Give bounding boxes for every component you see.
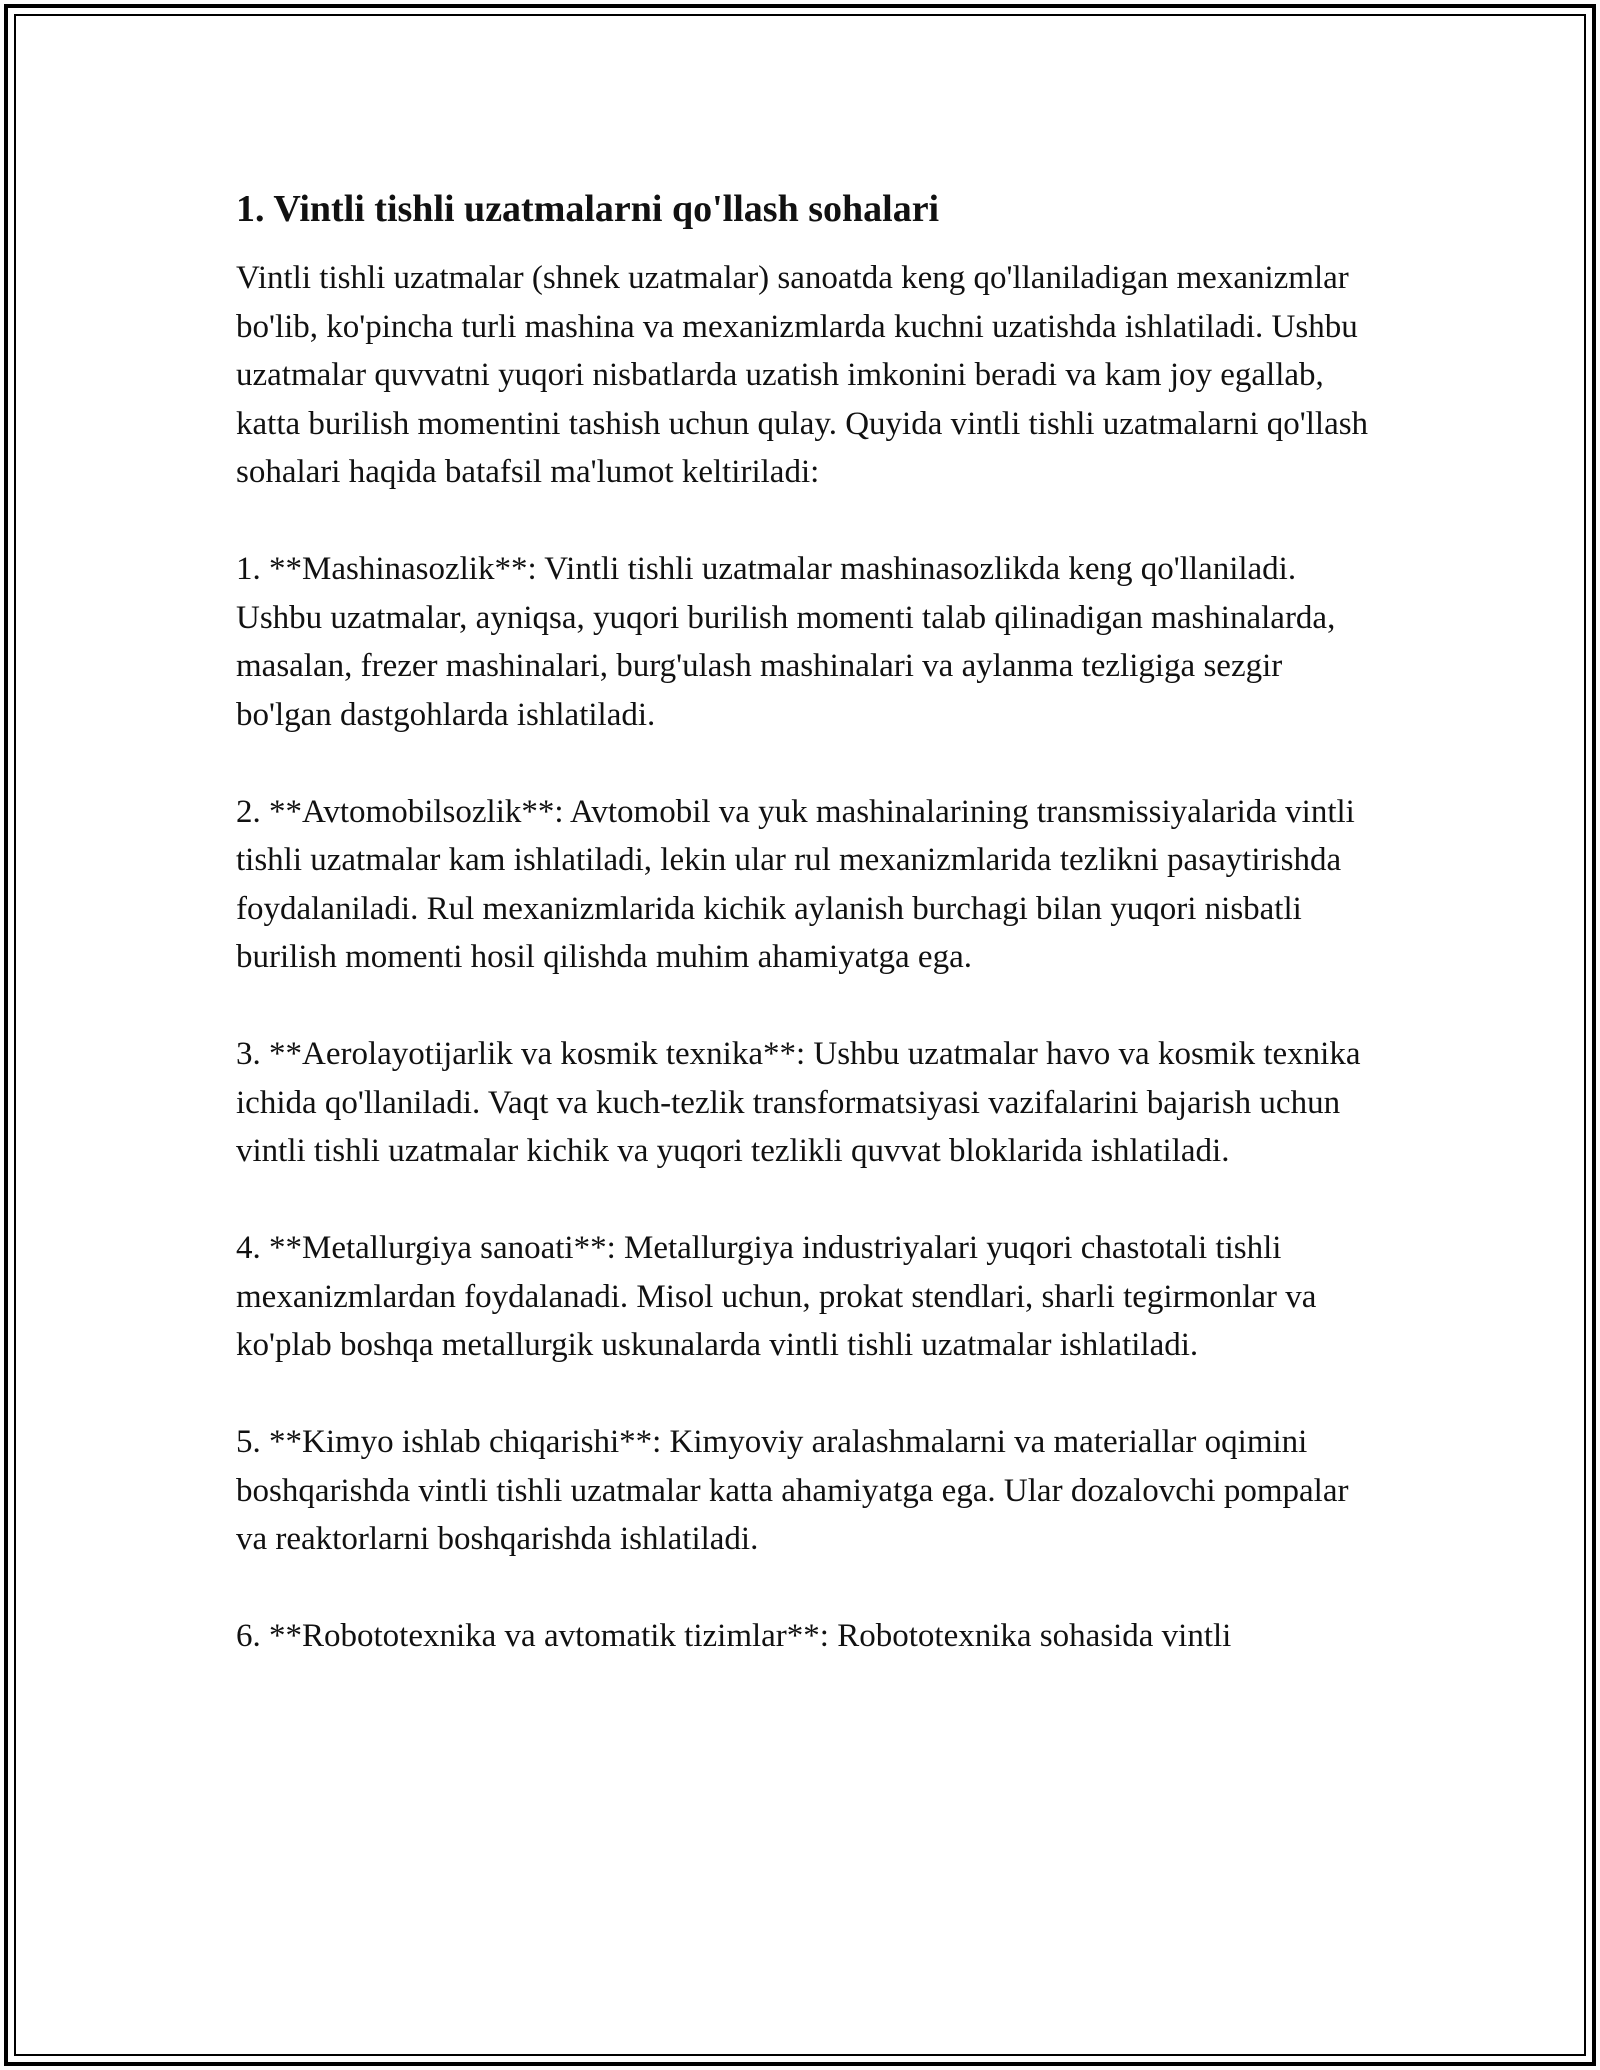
list-item-avtomobilsozlik: 2. **Avtomobilsozlik**: Avtomobil va yuk mashinalarining transmissiyalarida vintli tishli uzatmalar kam ishlatiladi, lekin ular rul mexanizmlarida tezlikni pasaytirishda foydalaniladi. Rul mexanizmlarida kichik aylanish burchagi bilan yuqori nisbatli burilish momenti hosil qilishda muhim ahamiyatga ega. xyxy=(236,793,1355,975)
list-item-mashinasozlik: 1. **Mashinasozlik**: Vintli tishli uzatmalar mashinasozlikda keng qo'llaniladi. Ushbu uzatmalar, ayniqsa, yuqori burilish momenti talab qilinadigan mashinalarda, masalan, frezer mashinalari, burg'ulash mashinalari va aylanma tezligiga sezgir bo'lgan dastgohlarda ishlatiladi. xyxy=(236,551,1336,733)
list-item-kimyo: 5. **Kimyo ishlab chiqarishi**: Kimyoviy aralashmalarni va materiallar oqimini boshqarishda vintli tishli uzatmalar katta ahamiyatga ega. Ular dozalovchi pompalar va reaktorlarni boshqarishda ishlatiladi. xyxy=(236,1424,1349,1557)
list-item-aerolayotijarlik: 3. **Aerolayotijarlik va kosmik texnika**: Ushbu uzatmalar havo va kosmik texnika ichida qo'llaniladi. Vaqt va kuch-tezlik transformatsiyasi vazifalarini bajarish uchun vintli tishli uzatmalar kichik va yuqori tezlikli quvvat bloklarida ishlatiladi. xyxy=(236,1036,1361,1169)
list-item-robototexnika: 6. **Robototexnika va avtomatik tizimlar**: Robototexnika sohasida vintli xyxy=(236,1618,1232,1654)
section-heading: 1. Vintli tishli uzatmalarni qo'llash sohalari xyxy=(236,188,940,230)
document-body xyxy=(236,186,1386,1709)
list-item-metallurgiya: 4. **Metallurgiya sanoati**: Metallurgiya industriyalari yuqori chastotali tishli mexanizmlardan foydalanadi. Misol uchun, prokat stendlari, sharli tegirmonlar va ko'plab boshqa metallurgik uskunalarda vintli tishli uzatmalar ishlatiladi. xyxy=(236,1230,1317,1363)
intro-paragraph: Vintli tishli uzatmalar (shnek uzatmalar) sanoatda keng qo'llaniladigan mexanizmlar bo'lib, ko'pincha turli mashina va mexanizmlarda kuchni uzatishda ishlatiladi. Ushbu uzatmalar quvvatni yuqori nisbatlarda uzatish imkonini beradi va kam joy egallab, katta burilish momentini tashish uchun qulay. Quyida vintli tishli uzatmalarni qo'llash sohalari haqida batafsil ma'lumot keltiriladi: xyxy=(236,260,1369,490)
